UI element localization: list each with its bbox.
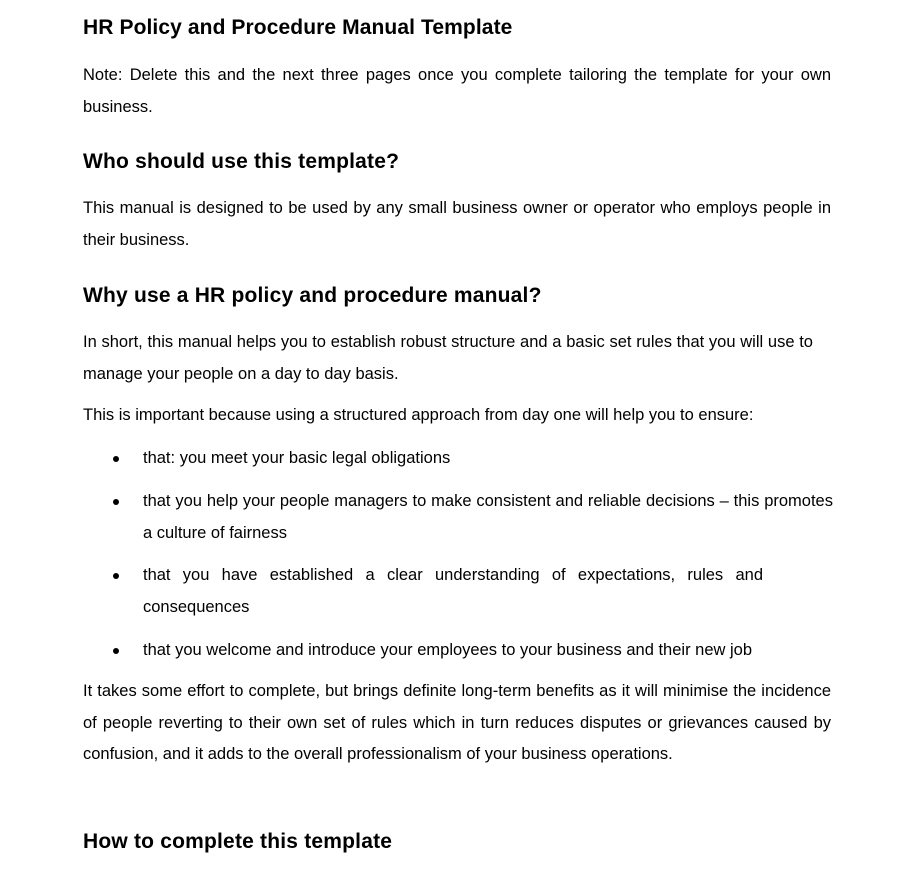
bullet-text: that you help your people managers to make consistent and reliable decisions – this promotes a culture of fairness [143,492,833,542]
document-title: HR Policy and Procedure Manual Template [83,16,513,39]
bullet-icon [113,499,119,505]
bullet-icon [113,456,119,462]
closing-paragraph: It takes some effort to complete, but brings definite long-term benefits as it will minimise the incidence of people reverting to their own set of rules which in turn reduces disputes or grievances caused by confusion, and it adds to the overall professionalism of your business operations. [83,682,831,763]
section-heading-how: How to complete this template [83,830,393,853]
why-paragraph-1: In short, this manual helps you to establish robust structure and a basic set rules that you will use to manage your people on a day to day basis. [83,333,813,383]
bullet-icon [113,573,119,579]
section-heading-why: Why use a HR policy and procedure manual? [83,284,542,307]
section-heading-who: Who should use this template? [83,150,400,173]
bullet-text: that you welcome and introduce your employees to your business and their new job [143,641,753,659]
bullet-icon [113,648,119,654]
who-paragraph: This manual is designed to be used by any small business owner or operator who employs people in their business. [83,199,831,249]
note-paragraph: Note: Delete this and the next three pages once you complete tailoring the template for your own business. [83,66,831,116]
bullet-text: that you have established a clear understanding of expectations, rules and consequences [143,566,763,616]
bullet-text: that: you meet your basic legal obligations [143,449,451,467]
why-paragraph-2: This is important because using a structured approach from day one will help you to ensure: [83,406,754,424]
